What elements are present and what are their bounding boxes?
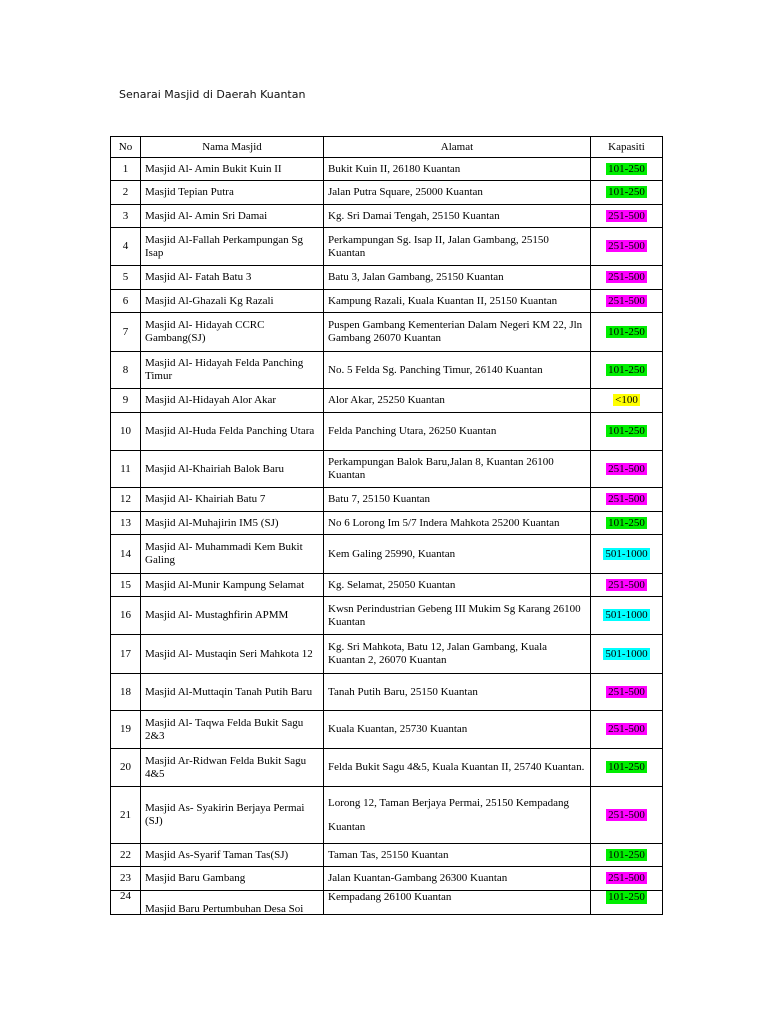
- mosque-address-text: Kg. Selamat, 25050 Kuantan: [328, 578, 456, 591]
- table-row: [111, 228, 663, 266]
- row-number: [111, 787, 141, 844]
- capacity-badge: 501-1000: [605, 647, 648, 660]
- header-alamat: Alamat: [324, 137, 591, 158]
- mosque-name: [141, 228, 324, 266]
- header-nama: Nama Masjid: [141, 137, 324, 158]
- row-number-text: 20: [120, 761, 131, 773]
- table-header-row: [111, 137, 663, 158]
- mosque-name-text: Masjid As-Syarif Taman Tas(SJ): [145, 848, 289, 861]
- row-number: [111, 205, 141, 228]
- mosque-name-text: Masjid Al-Huda Felda Panching Utara: [145, 425, 315, 437]
- mosque-name-text: Masjid Al-Muttaqin Tanah Putih Baru: [145, 685, 313, 698]
- row-number-text: 2: [122, 186, 129, 198]
- capacity-cell: [591, 352, 663, 389]
- mosque-name: [141, 711, 324, 749]
- capacity-cell: [591, 451, 663, 488]
- capacity-cell: [591, 389, 663, 413]
- mosque-address-text: No 6 Lorong Im 5/7 Indera Mahkota 25200 Kuantan: [328, 516, 560, 529]
- mosque-name-text: Masjid Al-Hidayah Alor Akar: [145, 394, 277, 406]
- capacity-badge: 251-500: [608, 493, 645, 505]
- mosque-address-text: Kempadang 26100 Kuantan: [328, 891, 452, 903]
- mosque-address: [324, 228, 591, 266]
- capacity-cell: [591, 674, 663, 711]
- row-number: [111, 313, 141, 352]
- mosque-address: [324, 635, 591, 674]
- row-number: [111, 228, 141, 266]
- mosque-address-text: Kg. Sri Mahkota, Batu 12, Jalan Gambang, Kuala Kuantan 2, 26070 Kuantan: [328, 641, 548, 666]
- row-number-text: 11: [120, 462, 131, 475]
- row-number-text: 18: [120, 685, 131, 698]
- capacity-badge: 251-500: [608, 462, 645, 475]
- mosque-name-text: Masjid Al- Mustaqin Seri Mahkota 12: [145, 647, 313, 660]
- mosque-address-text: Batu 3, Jalan Gambang, 25150 Kuantan: [328, 271, 504, 283]
- mosque-address: [324, 451, 591, 488]
- mosque-address: [324, 867, 591, 891]
- capacity-badge: 501-1000: [605, 609, 648, 621]
- mosque-name: [141, 512, 324, 535]
- mosque-address: [324, 574, 591, 597]
- mosque-name: [141, 290, 324, 313]
- table-row: [111, 205, 663, 228]
- mosque-name-text: Masjid Al- Fatah Batu 3: [145, 271, 252, 283]
- table-row: [111, 352, 663, 389]
- row-number-text: 15: [120, 578, 131, 591]
- row-number-text: 23: [120, 872, 131, 884]
- mosque-address: [324, 205, 591, 228]
- mosque-address-text: Kampung Razali, Kuala Kuantan II, 25150 Kuantan: [328, 294, 558, 307]
- mosque-address: [324, 488, 591, 512]
- capacity-badge: 101-250: [608, 516, 645, 529]
- mosque-name: [141, 413, 324, 451]
- capacity-badge: 101-250: [608, 325, 645, 338]
- mosque-name-text: Masjid Baru Gambang: [145, 872, 246, 884]
- table-row: [111, 674, 663, 711]
- mosque-name: [141, 181, 324, 205]
- capacity-badge: 101-250: [608, 162, 645, 175]
- table-row: [111, 535, 663, 574]
- table-row: [111, 313, 663, 352]
- capacity-badge: <100: [615, 394, 638, 406]
- row-number: [111, 266, 141, 290]
- capacity-cell: [591, 413, 663, 451]
- capacity-badge: 251-500: [608, 872, 645, 884]
- capacity-cell: [591, 711, 663, 749]
- capacity-badge: 251-500: [608, 723, 645, 735]
- capacity-cell: [591, 266, 663, 290]
- table-row: [111, 749, 663, 787]
- table-row: [111, 844, 663, 867]
- mosque-name: [141, 574, 324, 597]
- mosque-address-text: Puspen Gambang Kementerian Dalam Negeri KM 22, Jln Gambang 26070 Kuantan: [328, 319, 583, 344]
- mosque-address: [324, 749, 591, 787]
- mosque-name-text: Masjid Al-Ghazali Kg Razali: [145, 294, 274, 307]
- row-number: [111, 674, 141, 711]
- mosque-address: [324, 787, 591, 844]
- capacity-cell: [591, 535, 663, 574]
- capacity-badge: 101-250: [608, 186, 645, 198]
- mosque-name-text: Masjid Al- Hidayah Felda Panching Timur: [145, 357, 304, 382]
- mosque-address: [324, 313, 591, 352]
- mosque-address: [324, 181, 591, 205]
- mosque-address-text: Kwsn Perindustrian Gebeng III Mukim Sg Karang 26100 Kuantan: [328, 602, 581, 628]
- row-number-text: 10: [120, 425, 131, 437]
- mosque-address: [324, 413, 591, 451]
- mosque-address-text: Perkampungan Balok Baru,Jalan 8, Kuantan 26100 Kuantan: [328, 456, 554, 481]
- row-number: [111, 352, 141, 389]
- capacity-badge: 251-500: [608, 271, 645, 283]
- mosque-address: [324, 844, 591, 867]
- capacity-badge: 251-500: [608, 808, 645, 821]
- mosque-address-text: Bukit Kuin II, 26180 Kuantan: [328, 162, 461, 175]
- row-number-text: 9: [122, 394, 129, 406]
- mosque-name-text: Masjid Al- Taqwa Felda Bukit Sagu 2&3: [145, 716, 304, 742]
- capacity-badge: 251-500: [608, 240, 645, 252]
- row-number: [111, 413, 141, 451]
- row-number: [111, 711, 141, 749]
- row-number: [111, 512, 141, 535]
- capacity-cell: [591, 787, 663, 844]
- mosque-address: [324, 535, 591, 574]
- mosque-name: [141, 635, 324, 674]
- capacity-cell: [591, 512, 663, 535]
- row-number: [111, 891, 141, 915]
- row-number: [111, 635, 141, 674]
- document-title: Senarai Masjid di Daerah Kuantan: [119, 88, 306, 101]
- mosque-name-text: Masjid Ar-Ridwan Felda Bukit Sagu 4&5: [145, 754, 307, 780]
- capacity-cell: [591, 158, 663, 181]
- header-kapasiti: Kapasiti: [591, 137, 663, 158]
- mosque-address: [324, 266, 591, 290]
- mosque-name-text: Masjid Al- Khairiah Batu 7: [145, 493, 266, 505]
- mosque-name: [141, 205, 324, 228]
- table-row: [111, 413, 663, 451]
- mosque-name: [141, 674, 324, 711]
- header-no: No: [111, 137, 141, 158]
- mosque-name: [141, 597, 324, 635]
- mosque-name: [141, 867, 324, 891]
- table-row: [111, 290, 663, 313]
- mosque-address-text: Taman Tas, 25150 Kuantan: [328, 848, 449, 861]
- capacity-cell: [591, 844, 663, 867]
- mosque-name-text: Masjid Al- Amin Sri Damai: [145, 209, 268, 222]
- mosque-name-text: Masjid Al- Mustaghfirin APMM: [145, 609, 289, 621]
- mosque-name: [141, 389, 324, 413]
- mosque-name-text: Masjid Al-Fallah Perkampungan Sg Isap: [145, 233, 303, 259]
- table-row: [111, 266, 663, 290]
- table-row: [111, 389, 663, 413]
- row-number-text: 4: [122, 240, 129, 252]
- mosque-address-extra: Kuantan: [328, 820, 366, 833]
- table-row: [111, 488, 663, 512]
- row-number: [111, 867, 141, 891]
- table-row: [111, 574, 663, 597]
- mosque-address: [324, 891, 591, 915]
- capacity-cell: [591, 290, 663, 313]
- mosque-address: [324, 389, 591, 413]
- mosque-address-text: Batu 7, 25150 Kuantan: [328, 493, 431, 505]
- row-number-text: 16: [120, 609, 131, 621]
- mosque-address-text: Jalan Kuantan-Gambang 26300 Kuantan: [328, 872, 508, 884]
- mosque-name: [141, 844, 324, 867]
- capacity-badge: 101-250: [608, 363, 645, 376]
- table-row: [111, 867, 663, 891]
- mosque-address-text: Felda Bukit Sagu 4&5, Kuala Kuantan II, 25740 Kuantan.: [328, 761, 585, 773]
- capacity-cell: [591, 749, 663, 787]
- capacity-cell: [591, 574, 663, 597]
- row-number-text: 3: [122, 209, 129, 222]
- mosque-name: [141, 749, 324, 787]
- mosque-name: [141, 488, 324, 512]
- capacity-badge: 101-250: [608, 891, 645, 903]
- row-number: [111, 844, 141, 867]
- table-row: [111, 512, 663, 535]
- capacity-badge: 501-1000: [605, 547, 648, 560]
- row-number-text: 21: [120, 808, 131, 821]
- table-row: [111, 635, 663, 674]
- mosque-name: [141, 352, 324, 389]
- mosque-address-text: Perkampungan Sg. Isap II, Jalan Gambang, 25150 Kuantan: [328, 233, 549, 259]
- mosque-address: [324, 290, 591, 313]
- row-number: [111, 389, 141, 413]
- row-number-text: 17: [120, 647, 131, 660]
- mosque-address-text: No. 5 Felda Sg. Panching Timur, 26140 Kuantan: [328, 363, 543, 376]
- capacity-badge: 101-250: [608, 761, 645, 773]
- mosque-address-text: Felda Panching Utara, 26250 Kuantan: [328, 425, 497, 437]
- row-number: [111, 290, 141, 313]
- mosque-address-text: Kem Galing 25990, Kuantan: [328, 547, 456, 560]
- row-number: [111, 535, 141, 574]
- table-row: [111, 787, 663, 844]
- capacity-badge: 251-500: [608, 578, 645, 591]
- mosque-address: [324, 711, 591, 749]
- capacity-badge: 251-500: [608, 209, 645, 222]
- mosque-name: [141, 787, 324, 844]
- mosque-name: [141, 451, 324, 488]
- capacity-cell: [591, 313, 663, 352]
- row-number-text: 22: [120, 848, 131, 861]
- capacity-cell: [591, 867, 663, 891]
- mosque-name: [141, 158, 324, 181]
- mosque-name-text: Masjid Al-Munir Kampung Selamat: [145, 578, 305, 591]
- capacity-cell: [591, 488, 663, 512]
- mosque-address-text: Alor Akar, 25250 Kuantan: [328, 394, 445, 406]
- capacity-badge: 101-250: [608, 848, 645, 861]
- table-row: [111, 711, 663, 749]
- mosque-name-text: Masjid Al- Hidayah CCRC Gambang(SJ): [145, 319, 265, 344]
- mosque-address: [324, 512, 591, 535]
- table-row: [111, 891, 663, 915]
- mosque-address: [324, 674, 591, 711]
- capacity-cell: [591, 891, 663, 915]
- mosque-name-text: Masjid Al- Muhammadi Kem Bukit Galing: [145, 541, 303, 566]
- mosque-address-text: Jalan Putra Square, 25000 Kuantan: [328, 186, 483, 198]
- row-number-text: 13: [120, 516, 131, 529]
- mosque-address-text: Lorong 12, Taman Berjaya Permai, 25150 Kempadang: [328, 796, 569, 809]
- table-row: [111, 181, 663, 205]
- mosque-name: [141, 313, 324, 352]
- row-number-text: 8: [122, 363, 129, 376]
- mosque-name: [141, 266, 324, 290]
- mosque-name-text: Masjid Al-Muhajirin IM5 (SJ): [145, 516, 279, 529]
- mosque-address: [324, 352, 591, 389]
- mosque-address: [324, 597, 591, 635]
- row-number-text: 7: [122, 325, 129, 338]
- mosque-address-text: Tanah Putih Baru, 25150 Kuantan: [328, 685, 478, 698]
- capacity-cell: [591, 181, 663, 205]
- row-number-text: 12: [120, 493, 131, 505]
- capacity-cell: [591, 597, 663, 635]
- row-number: [111, 181, 141, 205]
- row-number: [111, 749, 141, 787]
- mosque-address: [324, 158, 591, 181]
- row-number-text: 19: [120, 723, 131, 735]
- row-number: [111, 451, 141, 488]
- mosque-name: [141, 535, 324, 574]
- mosque-name-text: Masjid Tepian Putra: [145, 186, 234, 198]
- mosque-address-text: Kuala Kuantan, 25730 Kuantan: [328, 723, 468, 735]
- row-number-text: 1: [122, 162, 129, 175]
- row-number-text: 14: [120, 547, 131, 560]
- mosque-name-text: Masjid Al- Amin Bukit Kuin II: [145, 162, 282, 175]
- capacity-badge: 101-250: [608, 425, 645, 437]
- row-number-text: 24: [120, 890, 131, 902]
- table-row: [111, 158, 663, 181]
- mosque-name-text: Masjid As- Syakirin Berjaya Permai (SJ): [145, 802, 305, 827]
- table-row: [111, 451, 663, 488]
- capacity-cell: [591, 228, 663, 266]
- capacity-cell: [591, 635, 663, 674]
- mosque-name-text: Masjid Al-Khairiah Balok Baru: [145, 462, 285, 475]
- row-number: [111, 597, 141, 635]
- mosque-address-text: Kg. Sri Damai Tengah, 25150 Kuantan: [328, 209, 500, 222]
- capacity-badge: 251-500: [608, 685, 645, 698]
- mosque-name-text: Masjid Baru Pertumbuhan Desa Soi: [145, 903, 304, 915]
- row-number-text: 5: [122, 271, 129, 283]
- mosque-table: [110, 136, 663, 915]
- row-number: [111, 574, 141, 597]
- row-number: [111, 488, 141, 512]
- capacity-cell: [591, 205, 663, 228]
- capacity-badge: 251-500: [608, 294, 645, 307]
- row-number-text: 6: [122, 294, 129, 307]
- table-row: [111, 597, 663, 635]
- row-number: [111, 158, 141, 181]
- mosque-name: [141, 891, 324, 915]
